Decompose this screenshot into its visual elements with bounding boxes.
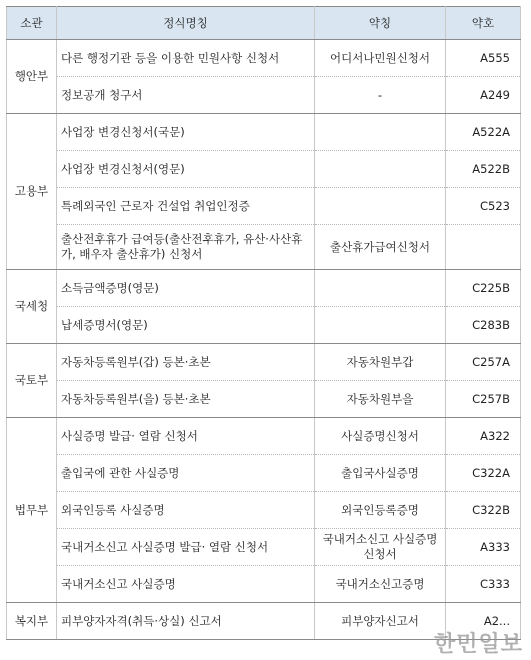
official-name-cell: 사업장 변경신청서(국문) xyxy=(57,114,315,151)
official-name-cell: 출입국에 관한 사실증명 xyxy=(57,455,315,492)
short-name-cell: 국내거소신고증명 xyxy=(315,566,446,603)
table-row xyxy=(7,77,521,114)
code-cell: C333 xyxy=(446,566,521,603)
table-row xyxy=(7,381,521,418)
short-name-cell: 어디서나민원신청서 xyxy=(315,40,446,77)
short-name-cell: 피부양자신고서 xyxy=(315,603,446,640)
official-name-cell: 외국인등록 사실증명 xyxy=(57,492,315,529)
official-name-cell: 국내거소신고 사실증명 발급· 열람 신청서 xyxy=(57,529,315,566)
header-official-name: 정식명칭 xyxy=(57,7,315,40)
official-name-cell: 사업장 변경신청서(영문) xyxy=(57,151,315,188)
code-cell: A555 xyxy=(446,40,521,77)
code-cell xyxy=(446,225,521,270)
table-row xyxy=(7,307,521,344)
table-row xyxy=(7,455,521,492)
dept-cell: 행안부 xyxy=(7,40,57,114)
short-name-cell: 외국인등록증명 xyxy=(315,492,446,529)
table-row xyxy=(7,529,521,566)
code-cell: A322 xyxy=(446,418,521,455)
header-code: 약호 xyxy=(446,7,521,40)
table-row xyxy=(7,151,521,188)
short-name-cell xyxy=(315,307,446,344)
code-cell: C257A xyxy=(446,344,521,381)
table-row xyxy=(7,40,521,77)
short-name-cell xyxy=(315,114,446,151)
code-cell: A2... xyxy=(446,603,521,640)
header-row xyxy=(7,7,521,40)
code-cell: C322A xyxy=(446,455,521,492)
table-row xyxy=(7,566,521,603)
document-table xyxy=(6,6,521,640)
short-name-cell: 자동차원부을 xyxy=(315,381,446,418)
official-name-cell: 자동차등록원부(을) 등본·초본 xyxy=(57,381,315,418)
code-cell: C257B xyxy=(446,381,521,418)
dept-cell: 법무부 xyxy=(7,418,57,603)
table-row xyxy=(7,225,521,270)
dept-cell: 복지부 xyxy=(7,603,57,640)
official-name-cell: 소득금액증명(영문) xyxy=(57,270,315,307)
header-short-name: 약칭 xyxy=(315,7,446,40)
short-name-cell: 출입국사실증명 xyxy=(315,455,446,492)
table-row xyxy=(7,114,521,151)
code-cell: C523 xyxy=(446,188,521,225)
official-name-cell: 납세증명서(영문) xyxy=(57,307,315,344)
official-name-cell: 특례외국인 근로자 건설업 취업인정증 xyxy=(57,188,315,225)
official-name-cell: 피부양자자격(취득·상실) 신고서 xyxy=(57,603,315,640)
short-name-cell: 사실증명신청서 xyxy=(315,418,446,455)
watermark-logo: 한민일보 xyxy=(433,632,523,657)
short-name-cell: 국내거소신고 사실증명신청서 xyxy=(315,529,446,566)
short-name-cell: 자동차원부갑 xyxy=(315,344,446,381)
code-cell: A522B xyxy=(446,151,521,188)
dept-cell: 국토부 xyxy=(7,344,57,418)
code-cell: A249 xyxy=(446,77,521,114)
official-name-cell: 사실증명 발급· 열람 신청서 xyxy=(57,418,315,455)
dept-cell: 고용부 xyxy=(7,114,57,270)
code-cell: A522A xyxy=(446,114,521,151)
code-cell: C225B xyxy=(446,270,521,307)
short-name-cell xyxy=(315,270,446,307)
official-name-cell: 자동차등록원부(갑) 등본·초본 xyxy=(57,344,315,381)
code-cell: A333 xyxy=(446,529,521,566)
dept-cell: 국세청 xyxy=(7,270,57,344)
code-cell: C283B xyxy=(446,307,521,344)
code-cell: C322B xyxy=(446,492,521,529)
official-name-cell: 국내거소신고 사실증명 xyxy=(57,566,315,603)
short-name-cell: - xyxy=(315,77,446,114)
short-name-cell xyxy=(315,151,446,188)
short-name-cell xyxy=(315,188,446,225)
table-row xyxy=(7,492,521,529)
official-name-cell: 다른 행정기관 등을 이용한 민원사항 신청서 xyxy=(57,40,315,77)
official-name-cell: 정보공개 청구서 xyxy=(57,77,315,114)
official-name-cell: 출산전후휴가 급여등(출산전후휴가, 유산·사산휴가, 배우자 출산휴가) 신청서 xyxy=(57,225,315,270)
table-row xyxy=(7,344,521,381)
header-dept: 소관 xyxy=(7,7,57,40)
table-row xyxy=(7,270,521,307)
table-row xyxy=(7,418,521,455)
short-name-cell: 출산휴가급여신청서 xyxy=(315,225,446,270)
table-row xyxy=(7,188,521,225)
